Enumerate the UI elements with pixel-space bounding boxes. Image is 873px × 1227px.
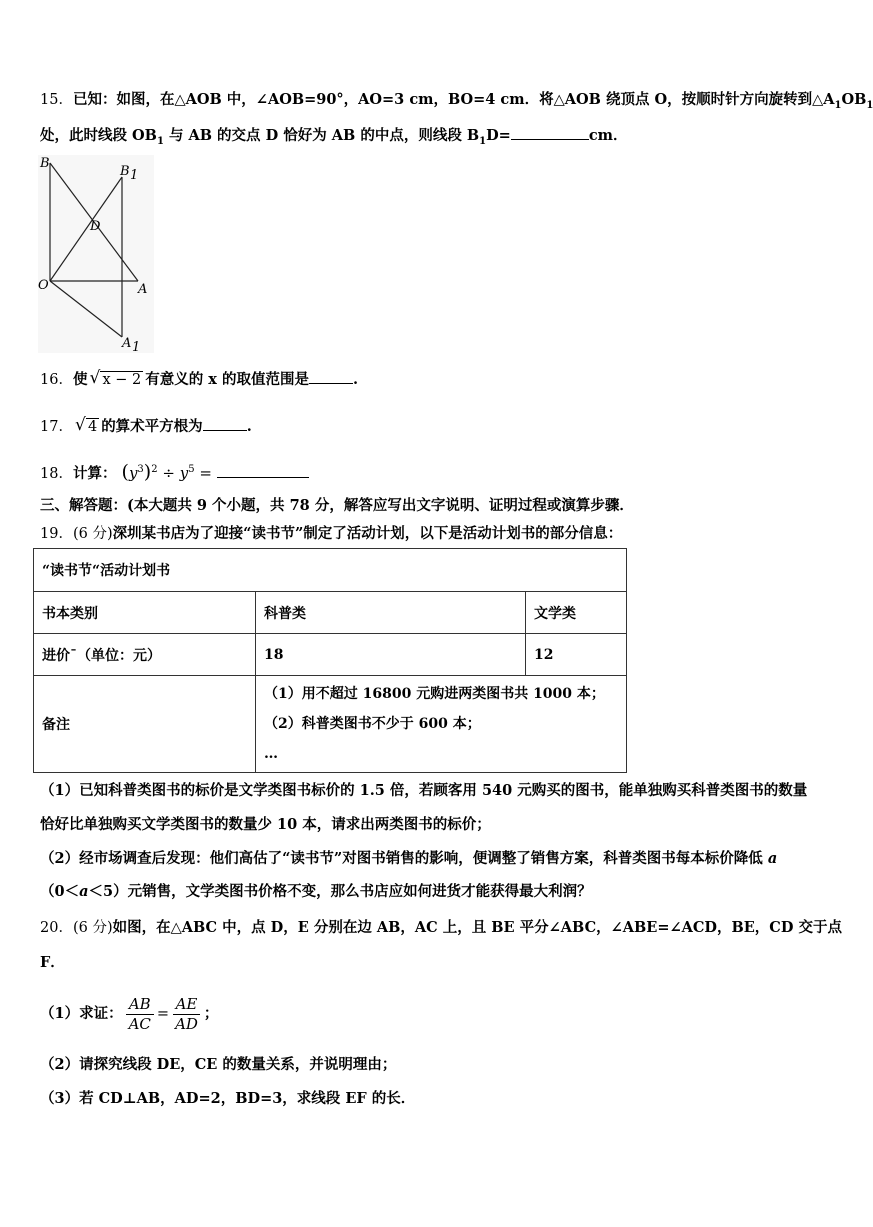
fraction-ab-ac <box>126 995 154 1034</box>
answer-blank[interactable] <box>511 125 589 140</box>
table-cell: 文学类 <box>526 592 627 634</box>
q20-line1 <box>40 918 842 938</box>
var-y: y <box>179 464 189 482</box>
section-heading: 三、解答题：(本大题共 9 个小题，共 78 分，解答应写出文字说明、证明过程或演算步骤． <box>40 497 634 514</box>
question-number: 17． <box>40 419 73 435</box>
q20-part1 <box>40 992 218 1036</box>
q15-line2 <box>40 125 628 152</box>
table-cell: 科普类 <box>256 592 526 634</box>
denominator: AC <box>128 1014 151 1033</box>
q15-text-2-end: cm． <box>588 127 628 144</box>
numerator: AE <box>173 995 201 1015</box>
table-cell: 进价ˉ（单位：元） <box>34 634 256 676</box>
radicand: x − 2 <box>102 372 142 388</box>
answer-blank[interactable] <box>217 463 309 478</box>
answer-blank[interactable] <box>309 369 353 384</box>
table-row <box>34 634 627 676</box>
table-cell: 12 <box>526 634 627 676</box>
q15-text-1: 已知：如图，在△AOB 中，∠AOB=90°，AO=3 cm，BO=4 cm．将△AOB 绕顶点 O，按顺时针方向旋转到△A <box>72 91 835 108</box>
q15-text-2b: 与 AB 的交点 D 恰好为 AB 的中点，则线段 B <box>163 127 480 144</box>
label-B1-sub: 1 <box>130 168 139 183</box>
q17-end: . <box>246 418 252 435</box>
note-item: （1）用不超过 16800 元购进两类图书共 1000 本； <box>264 686 605 702</box>
table-row <box>34 676 627 773</box>
q19-intro <box>40 524 622 544</box>
exponent: 5 <box>188 464 195 475</box>
note-item: … <box>264 746 278 762</box>
subscript: 1 <box>156 135 164 147</box>
q19-part2-a <box>40 849 777 869</box>
q18-text-a: 计算： <box>72 465 117 482</box>
q20-text-1: 如图，在△ABC 中，点 D，E 分别在边 AB，AC 上，且 BE 平分∠ABC，∠ABE=∠ACD，BE，CD 交于点 <box>112 919 842 936</box>
radicand: 4 <box>87 419 98 435</box>
activity-plan-table <box>33 548 627 773</box>
label-A: A <box>138 282 148 297</box>
question-number: 16． <box>40 372 73 388</box>
q19-intro-text: 深圳某书店为了迎接“读书节”制定了活动计划，以下是活动计划书的部分信息： <box>112 525 623 542</box>
question-number: 18． <box>40 466 73 482</box>
note-item: （2）科普类图书不少于 600 本； <box>264 716 481 732</box>
denominator: AD <box>175 1014 198 1033</box>
var-a: a <box>767 850 778 867</box>
q20-part3: （3）若 CD⊥AB，AD=2，BD=3，求线段 EF 的长． <box>40 1090 416 1107</box>
q16-text-b: 有意义的 x 的取值范围是 <box>145 371 309 388</box>
q19-part2-text-b: ＜5）元销售，文学类图书价格不变，那么书店应如何进货才能获得最大利润？ <box>88 883 592 900</box>
q16-line <box>40 369 358 390</box>
table-cell: 书本类别 <box>34 592 256 634</box>
table-cell: 18 <box>256 634 526 676</box>
q15-text-2c: D= <box>486 127 511 144</box>
exponent: 3 <box>137 464 144 475</box>
q20-part1-text: （1）求证： <box>40 1005 123 1022</box>
q18-line <box>40 460 309 484</box>
var-y: y <box>128 464 138 482</box>
var-a: a <box>79 883 89 900</box>
table-row <box>34 549 627 592</box>
q15-line1 <box>40 90 873 116</box>
label-A1-sub: 1 <box>132 340 141 355</box>
divide-sign: ÷ <box>162 464 175 482</box>
sqrt-expression: √ 4 <box>74 415 98 435</box>
q16-end: . <box>352 371 359 388</box>
exponent: 2 <box>151 464 158 475</box>
question-number: 19． <box>40 526 73 542</box>
q17-line <box>40 416 252 437</box>
label-D: D <box>90 219 101 234</box>
q15-text-1-tail: OB <box>841 91 867 108</box>
q19-part1-a: （1）已知科普类图书的标价是文学类图书标价的 1.5 倍，若顾客用 540 元购买的图书，能单独购买科普类图书的数量 <box>40 782 808 799</box>
notes-cell <box>256 676 627 773</box>
label-O: O <box>38 278 49 293</box>
score: (6 分) <box>72 526 113 542</box>
question-number: 15． <box>40 92 73 108</box>
q17-text-b: 的算术平方根为 <box>101 418 203 435</box>
table-cell: 备注 <box>34 676 256 773</box>
q19-part1-b: 恰好比单独购买文学类图书的数量少 10 本，请求出两类图书的标价； <box>40 816 491 833</box>
numerator: AB <box>126 995 154 1015</box>
table-title: “读书节“活动计划书 <box>34 549 627 592</box>
label-B1: B <box>120 164 130 179</box>
q19-part2-cond: （0＜ <box>40 883 80 900</box>
fraction-ae-ad <box>172 995 201 1034</box>
q19-part2-b <box>40 882 592 902</box>
label-A1: A <box>122 336 132 351</box>
q16-text-a: 使 <box>72 371 88 388</box>
q20-part1-end: ； <box>203 1005 219 1022</box>
sqrt-expression: √ x − 2 <box>89 368 142 388</box>
table-row <box>34 592 627 634</box>
subscript: 1 <box>834 99 842 111</box>
q20-line2: F． <box>40 954 65 971</box>
q18-expression: $(y^3)^2 \div y^5$ = <box>121 461 212 483</box>
subscript: 1 <box>479 135 487 147</box>
subscript: 1 <box>866 99 873 111</box>
answer-blank[interactable] <box>203 416 247 431</box>
q19-part2-text: （2）经市场调查后发现：他们高估了“读书节”对图书销售的影响，便调整了销售方案，科普类图书每本标价降低 <box>40 850 768 867</box>
q15-text-2a: 处，此时线段 OB <box>40 127 157 144</box>
rotation-figure <box>38 155 154 353</box>
label-B: B <box>40 156 50 171</box>
score: (6 分) <box>72 920 113 936</box>
question-number: 20． <box>40 920 73 936</box>
q20-part2: （2）请探究线段 DE，CE 的数量关系，并说明理由； <box>40 1056 397 1073</box>
equals-sign: = <box>199 464 212 482</box>
equals-sign: = <box>156 1006 170 1022</box>
